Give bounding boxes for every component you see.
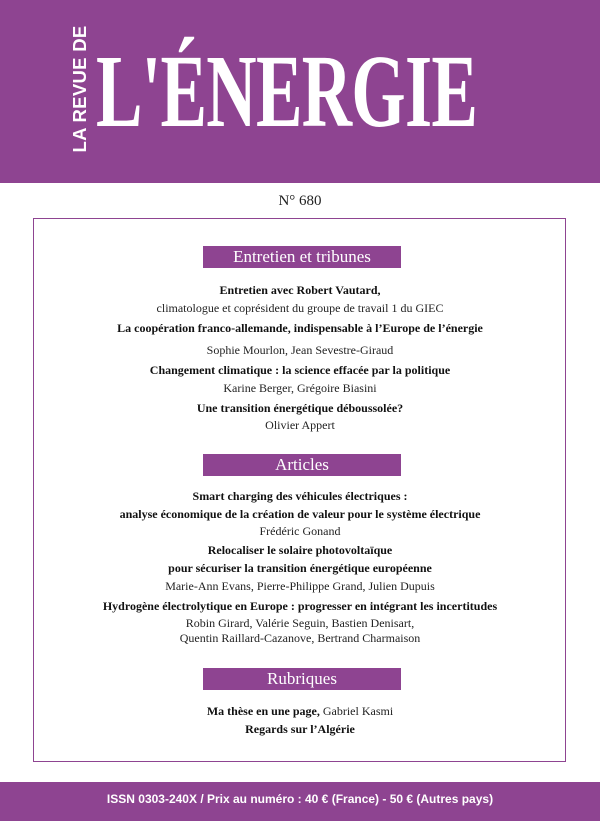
section-heading-entretien: Entretien et tribunes [203, 246, 401, 268]
article-authors: climatologue et coprésident du groupe de travail 1 du GIEC [156, 301, 444, 315]
article-title: Une transition énergétique déboussolée? [196, 401, 404, 415]
rubrique-title: Regards sur l’Algérie [245, 722, 355, 736]
article-title: analyse économique de la création de valeur pour le système électrique [119, 507, 481, 521]
section-heading-articles: Articles [203, 454, 401, 476]
footer-bar [0, 782, 600, 821]
article-authors: Robin Girard, Valérie Seguin, Bastien Denisart, [185, 616, 415, 630]
article-authors: Frédéric Gonand [259, 524, 341, 538]
rubrique-title: Ma thèse en une page, [206, 704, 320, 718]
article-title: La coopération franco-allemande, indispensable à l’Europe de l’énergie [117, 321, 483, 335]
article-authors: Quentin Raillard-Cazanove, Bertrand Charmaison [179, 631, 421, 645]
article-authors: Marie-Ann Evans, Pierre-Philippe Grand, Julien Dupuis [165, 579, 435, 593]
article-title: Changement climatique : la science effacée par la politique [149, 363, 451, 377]
article-title: Smart charging des véhicules électriques : [192, 489, 408, 503]
article-title: Hydrogène électrolytique en Europe : progresser en intégrant les incertitudes [102, 599, 498, 613]
article-authors: Sophie Mourlon, Jean Sevestre-Giraud [206, 343, 394, 357]
article-title: Entretien avec Robert Vautard, [219, 283, 381, 297]
footer-issn-price: ISSN 0303-240X / Prix au numéro : 40 € (France) - 50 € (Autres pays) [106, 792, 494, 806]
article-title: pour sécuriser la transition énergétique européenne [168, 561, 432, 575]
masthead-title: L'ÉNERGIE [96, 34, 478, 149]
masthead [0, 0, 600, 183]
article-title: Relocaliser le solaire photovoltaïque [207, 543, 393, 557]
issue-number: N° 680 [278, 193, 322, 209]
section-heading-rubriques: Rubriques [203, 668, 401, 690]
rubrique-author: Gabriel Kasmi [322, 704, 394, 718]
article-authors: Karine Berger, Grégoire Biasini [223, 381, 377, 395]
masthead-series-label: LA REVUE DE [69, 25, 90, 153]
article-authors: Olivier Appert [265, 418, 335, 432]
rubrique-line [0, 704, 600, 719]
